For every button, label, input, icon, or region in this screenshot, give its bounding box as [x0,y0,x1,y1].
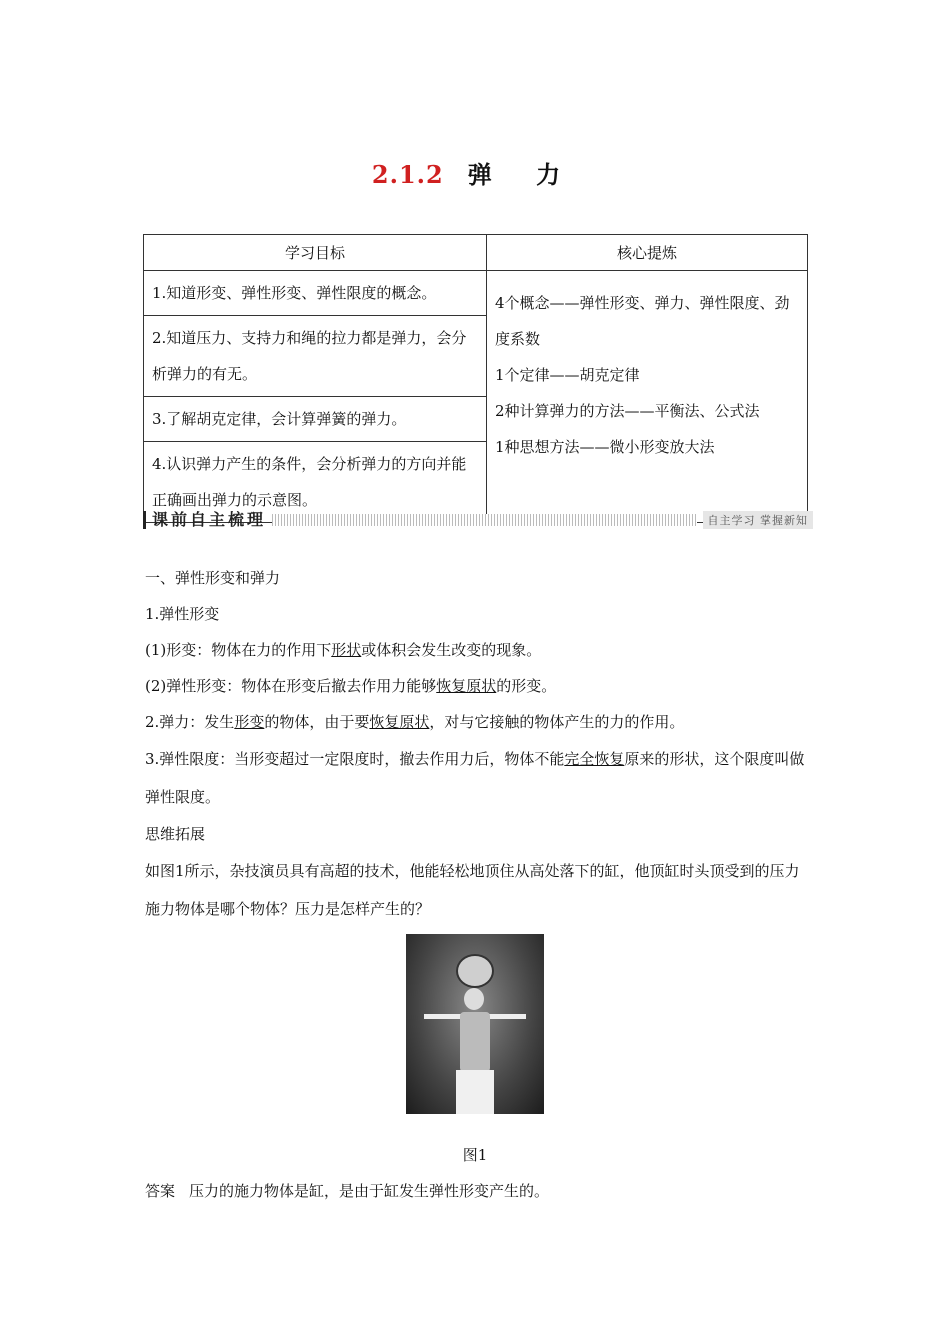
lesson-content [145,560,810,928]
underlined-term: 恢复原状 [436,677,497,695]
head-shape [464,988,484,1010]
page-title [0,155,950,190]
core-item: 2种计算弹力的方法——平衡法、公式法 [495,402,760,420]
paragraph-elastic-limit: 3.弹性限度：当形变超过一定限度时，撤去作用力后，物体不能完全恢复原来的形状，这个限度叫做弹性限度。 [145,750,805,806]
think-question: 如图1所示，杂技演员具有高超的技术，他能轻松地顶住从高处落下的缸，他顶缸时头顶受到的压力施力物体是哪个物体？压力是怎样产生的？ [145,862,800,918]
legs-shape [456,1070,494,1114]
section-number: 2.1.2 [371,160,444,189]
underlined-term: 形状 [331,641,362,659]
acrobat-photo [406,934,544,1114]
think-title: 思维拓展 [145,825,206,843]
torso-shape [460,1012,490,1072]
goal-item: 1.知道形变、弹性形变、弹性限度的概念。 [144,271,487,316]
section-title: 弹 力 [467,160,579,189]
header-core: 核心提炼 [487,235,808,271]
section-label: 课前自主梳理 [143,511,266,529]
goal-item: 2.知道压力、支持力和绳的拉力都是弹力，会分析弹力的有无。 [144,316,487,397]
goal-item: 4.认识弹力产生的条件，会分析弹力的方向并能正确画出弹力的示意图。 [144,442,487,523]
section-banner [143,510,813,530]
content-heading: 一、弹性形变和弹力 [145,569,281,587]
goals-table [143,234,808,523]
paragraph-elastic-force: 2.弹力：发生形变的物体，由于要恢复原状，对与它接触的物体产生的力的作用。 [145,713,685,731]
section-divider [272,514,696,526]
paragraph-deformation: (1)形变：物体在力的作用下形状或体积会发生改变的现象。 [145,641,542,659]
answer-tag: 答案 [145,1182,176,1200]
answer [145,1180,549,1201]
figure-caption: 图1 [462,1146,488,1164]
core-summary [487,271,808,523]
answer-text: 压力的施力物体是缸，是由于缸发生弹性形变产生的。 [189,1182,550,1200]
underlined-term: 完全恢复 [564,750,625,768]
goal-item: 3.了解胡克定律，会计算弹簧的弹力。 [144,397,487,442]
core-item: 1个定律——胡克定律 [495,366,640,384]
jar-shape [456,954,494,988]
core-item: 1种思想方法——微小形变放大法 [495,438,715,456]
paragraph-elastic-deformation: (2)弹性形变：物体在形变后撤去作用力能够恢复原状的形变。 [145,677,557,695]
subheading: 1.弹性形变 [145,605,220,623]
underlined-term: 恢复原状 [369,713,430,731]
header-goals: 学习目标 [144,235,487,271]
underlined-term: 形变 [234,713,265,731]
core-item: 4个概念——弹性形变、弹力、弹性限度、劲度系数 [495,294,790,348]
section-tagline: 自主学习 掌握新知 [703,511,814,529]
